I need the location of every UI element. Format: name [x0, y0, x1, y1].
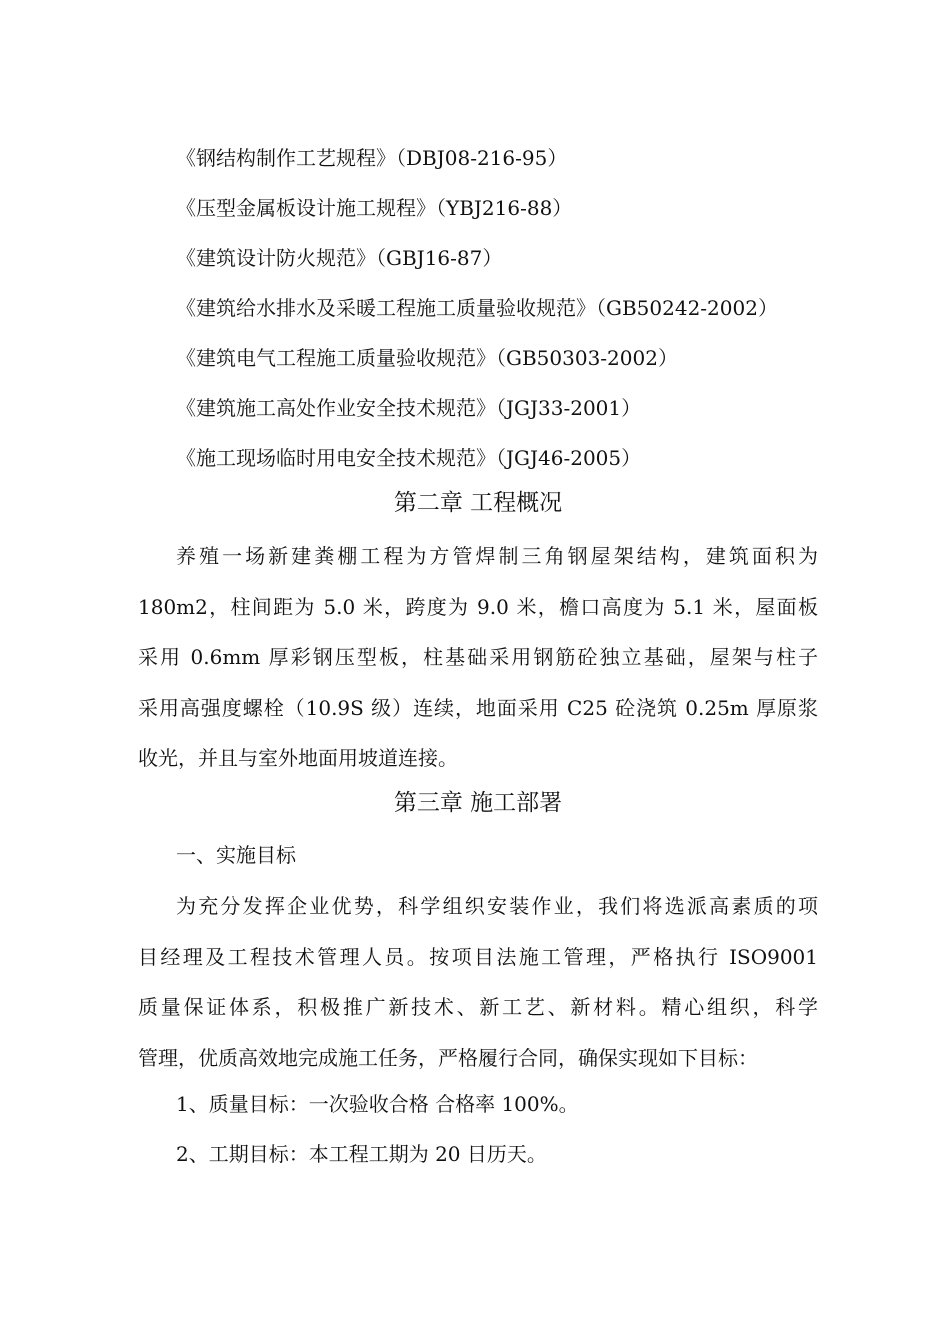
reference-item: 《建筑施工高处作业安全技术规范》（JGJ33-2001） — [176, 396, 642, 420]
implementation-goals-paragraph — [138, 881, 818, 1083]
reference-item: 《建筑设计防火规范》（GBJ16-87） — [176, 246, 503, 270]
paragraph-line: 采用 0.6mm 厚彩钢压型板，柱基础采用钢筋砼独立基础，屋架与柱子 — [138, 645, 818, 669]
paragraph-line: 为充分发挥企业优势，科学组织安装作业，我们将选派高素质的项 — [176, 894, 818, 918]
reference-item: 《钢结构制作工艺规程》（DBJ08-216-95） — [176, 146, 568, 170]
paragraph-line: 目经理及工程技术管理人员。按项目法施工管理，严格执行 ISO9001 — [138, 944, 818, 969]
paragraph-line: 质量保证体系，积极推广新技术、新工艺、新材料。精心组织，科学 — [138, 995, 818, 1019]
chapter-2-title: 第二章 工程概况 — [393, 490, 563, 516]
section-heading: 一、实施目标 — [176, 843, 296, 867]
reference-item: 《压型金属板设计施工规程》（YBJ216-88） — [176, 196, 573, 220]
paragraph-line: 采用高强度螺栓（10.9S 级）连续，地面采用 C25 砼浇筑 0.25m 厚原浆 — [138, 695, 818, 720]
paragraph-line: 管理，优质高效地完成施工任务，严格履行合同，确保实现如下目标： — [138, 1045, 758, 1070]
reference-item: 《建筑给水排水及采暖工程施工质量验收规范》（GB50242-2002） — [176, 296, 778, 320]
reference-item: 《施工现场临时用电安全技术规范》（JGJ46-2005） — [176, 446, 642, 470]
project-overview-paragraph — [138, 531, 818, 784]
chapter-3-title: 第三章 施工部署 — [393, 790, 563, 816]
reference-item: 《建筑电气工程施工质量验收规范》（GB50303-2002） — [176, 346, 678, 370]
paragraph-line: 180m2，柱间距为 5.0 米，跨度为 9.0 米，檐口高度为 5.1 米，屋面板 — [138, 594, 818, 619]
paragraph-line: 收光，并且与室外地面用坡道连接。 — [138, 746, 458, 770]
quality-goal: 1、质量目标：一次验收合格 合格率 100%。 — [176, 1092, 579, 1116]
schedule-goal: 2、工期目标：本工程工期为 20 日历天。 — [176, 1142, 547, 1166]
paragraph-line: 养殖一场新建粪棚工程为方管焊制三角钢屋架结构，建筑面积为 — [176, 544, 818, 568]
reference-list — [138, 138, 838, 488]
